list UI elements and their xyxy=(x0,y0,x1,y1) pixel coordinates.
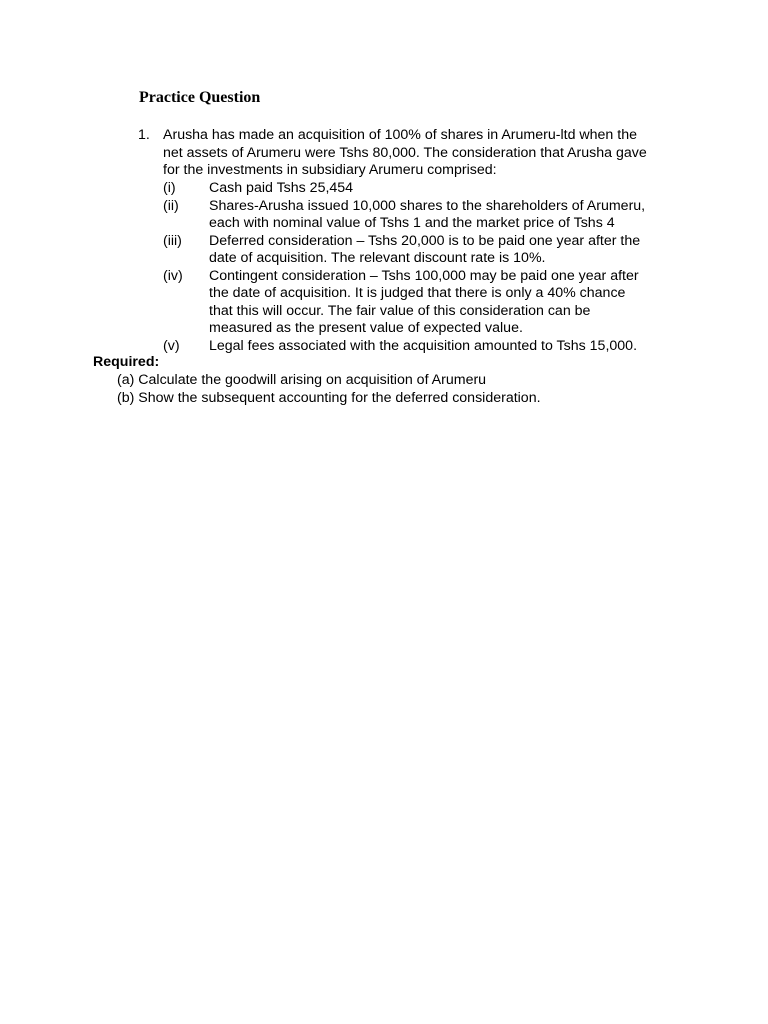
question-intro-line: net assets of Arumeru were Tshs 80,000. The consideration that Arusha gave xyxy=(163,144,647,161)
question-intro-line: Arusha has made an acquisition of 100% of shares in Arumeru-ltd when the xyxy=(163,127,637,143)
item-text xyxy=(209,180,675,198)
required-part-a: (a) Calculate the goodwill arising on acquisition of Arumeru xyxy=(117,372,487,388)
item-number: (iv) xyxy=(163,267,183,284)
item-text xyxy=(209,198,675,233)
consideration-item xyxy=(163,233,675,268)
item-text xyxy=(209,268,675,338)
item-text xyxy=(209,338,675,356)
question-intro-line: for the investments in subsidiary Arumeru comprised: xyxy=(163,162,497,178)
required-parts xyxy=(117,372,541,407)
item-text-line: that this will occur. The fair value of this consideration can be xyxy=(209,302,591,319)
item-text-line: each with nominal value of Tshs 1 and the market price of Tshs 4 xyxy=(209,215,615,231)
question-intro xyxy=(163,127,675,180)
consideration-item xyxy=(163,338,675,356)
item-text xyxy=(209,233,675,268)
consideration-item xyxy=(163,198,675,233)
item-text-line: Legal fees associated with the acquisition amounted to Tshs 15,000. xyxy=(209,337,638,354)
question-number: 1. xyxy=(138,127,150,143)
item-number: (iii) xyxy=(163,232,182,249)
item-text-line: measured as the present value of expected value. xyxy=(209,320,523,336)
item-number: (ii) xyxy=(163,197,179,214)
item-text-line: the date of acquisition. It is judged that there is only a 40% chance xyxy=(209,285,626,301)
document-title: Practice Question xyxy=(139,89,261,106)
consideration-item xyxy=(163,180,675,198)
consideration-item xyxy=(163,268,675,338)
item-text-line: Contingent consideration – Tshs 100,000 may be paid one year after xyxy=(209,267,639,284)
item-number: (v) xyxy=(163,337,180,354)
required-part-b: (b) Show the subsequent accounting for the deferred consideration. xyxy=(117,389,541,406)
required-heading: Required: xyxy=(93,354,160,370)
consideration-list xyxy=(163,180,675,355)
item-text-line: Shares-Arusha issued 10,000 shares to the shareholders of Arumeru, xyxy=(209,197,646,214)
item-text-line: Deferred consideration – Tshs 20,000 is to be paid one year after the xyxy=(209,232,641,249)
item-number: (i) xyxy=(163,180,176,196)
item-text-line: date of acquisition. The relevant discount rate is 10%. xyxy=(209,250,546,266)
item-text-line: Cash paid Tshs 25,454 xyxy=(209,180,354,196)
